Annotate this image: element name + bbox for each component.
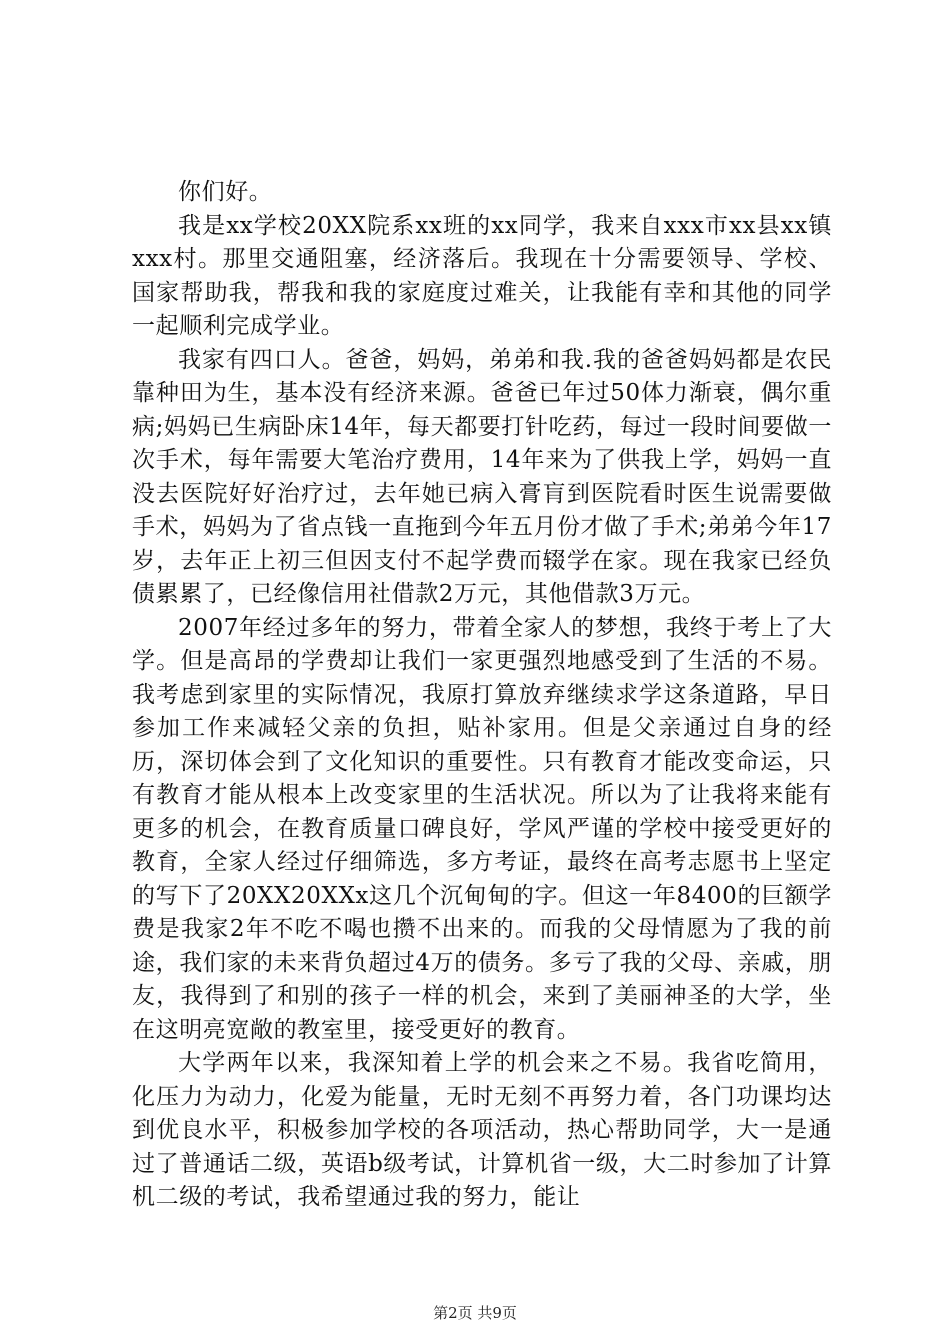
paragraph-introduction: 我是xx学校20XX院系xx班的xx同学，我来自xxx市xx县xx镇xxx村。那里交通阻塞，经济落后。我现在十分需要领导、学校、国家帮助我，帮我和我的家庭度过难关，让我能有幸和其他的同学一起顺利完成学业。	[132, 212, 832, 339]
paragraph-college-admission: 2007年经过多年的努力，带着全家人的梦想，我终于考上了大学。但是高昂的学费却让我们一家更强烈地感受到了生活的不易。我考虑到家里的实际情况，我原打算放弃继续求学这条道路，早日参加工作来减轻父亲的负担，贴补家用。但是父亲通过自身的经历，深切体会到了文化知识的重要性。只有教育才能改变命运，只有教育才能从根本上改变家里的生活状况。所以为了让我将来能有更多的机会，在教育质量口碑良好，学风严谨的学校中接受更好的教育，全家人经过仔细筛选，多方考证，最终在高考志愿书上坚定的写下了20XX20XXx这几个沉甸甸的字。但这一年8400的巨额学费是我家2年不吃不喝也攒不出来的。而我的父母情愿为了我的前途，我们家的未来背负超过4万的债务。多亏了我的父母、亲戚，朋友，我得到了和别的孩子一样的机会，来到了美丽神圣的大学，坐在这明亮宽敞的教室里，接受更好的教育。	[132, 614, 832, 1043]
page-number-footer: 第2页 共9页	[433, 1304, 517, 1322]
paragraph-greeting: 你们好。	[178, 179, 273, 205]
letter-body	[132, 176, 832, 1215]
paragraph-university-life: 大学两年以来，我深知着上学的机会来之不易。我省吃简用，化压力为动力，化爱为能量，无时无刻不再努力着，各门功课均达到优良水平，积极参加学校的各项活动，热心帮助同学，大一是通过了普通话二级，英语b级考试，计算机省一级，大二时参加了计算机二级的考试，我希望通过我的努力，能让	[132, 1050, 832, 1210]
paragraph-family: 我家有四口人。爸爸，妈妈，弟弟和我.我的爸爸妈妈都是农民靠种田为生，基本没有经济来源。爸爸已年过50体力渐衰，偶尔重病;妈妈已生病卧床14年，每天都要打针吃药，每过一段时间要做一次手术，每年需要大笔治疗费用，14年来为了供我上学，妈妈一直没去医院好好治疗过，去年她已病入膏肓到医院看时医生说需要做手术，妈妈为了省点钱一直拖到今年五月份才做了手术;弟弟今年17岁，去年正上初三但因支付不起学费而辍学在家。现在我家已经负债累累了，已经像信用社借款2万元，其他借款3万元。	[132, 346, 832, 607]
